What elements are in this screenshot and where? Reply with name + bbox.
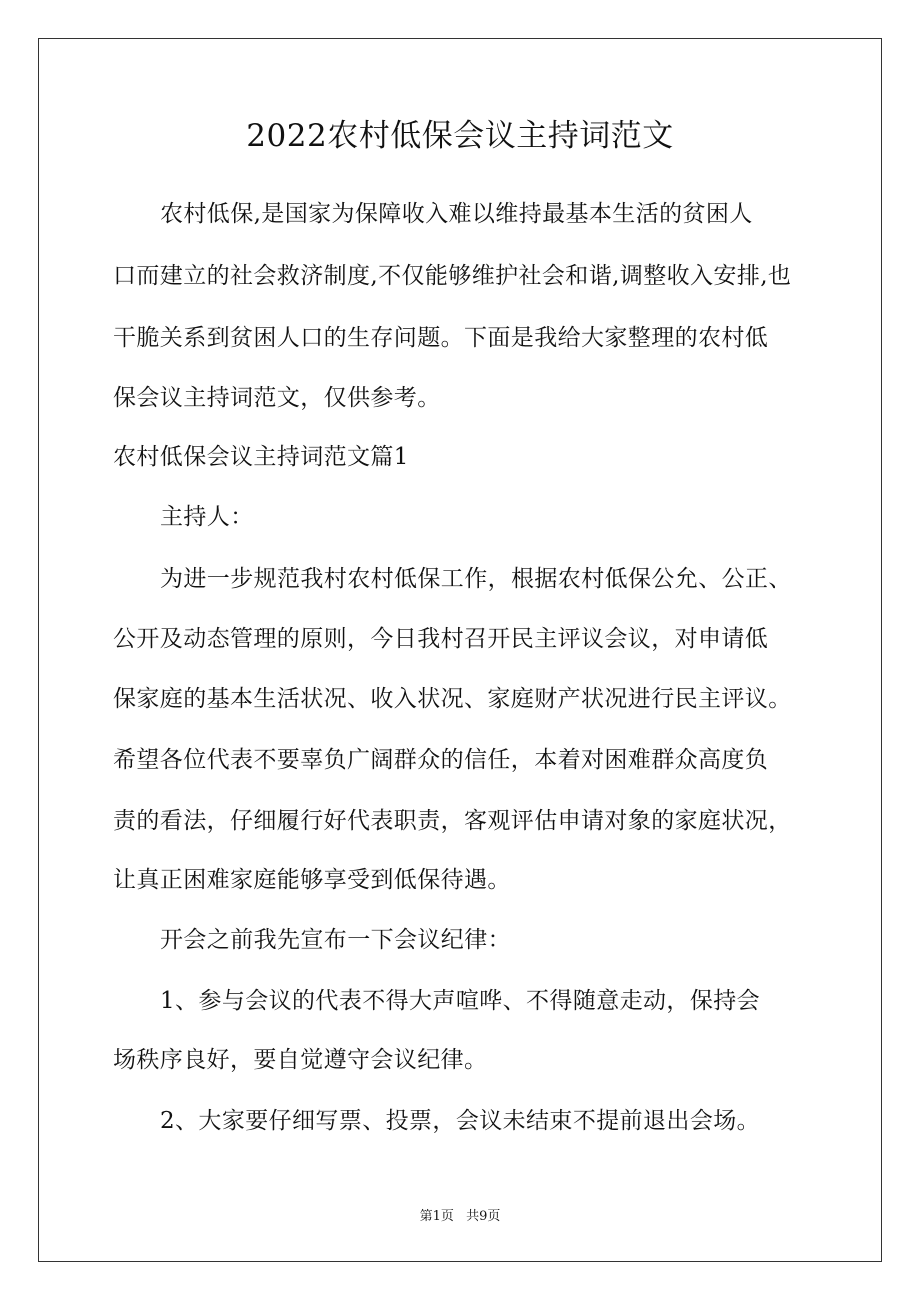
paragraph1-line-4: 希望各位代表不要辜负广阔群众的信任，本着对困难群众高度负 xyxy=(113,747,769,773)
paragraph1-line-5: 责的看法，仔细履行好代表职责，客观评估申请对象的家庭状况， xyxy=(113,808,792,834)
paragraph1-line-2: 公开及动态管理的原则，今日我村召开民主评议会议，对申请低 xyxy=(113,626,769,652)
intro-line-3: 干脆关系到贫困人口的生存问题。下面是我给大家整理的农村低 xyxy=(113,325,769,351)
paragraph1-line-6: 让真正困难家庭能够享受到低保待遇。 xyxy=(113,867,511,893)
page-total: 共9页 xyxy=(466,1209,501,1224)
host-label: 主持人： xyxy=(160,504,254,530)
paragraph1-line-1: 为进一步规范我村农村低保工作，根据农村低保公允、公正、 xyxy=(160,566,792,592)
discipline-intro: 开会之前我先宣布一下会议纪律： xyxy=(160,927,511,953)
page-footer xyxy=(0,1208,920,1226)
rule1-line-1: 1、参与会议的代表不得大声喧哗、不得随意走动，保持会 xyxy=(160,988,761,1014)
page-number: 第1页 xyxy=(419,1209,454,1224)
document-title: 2022农村低保会议主持词范文 xyxy=(246,118,674,154)
rule2-line: 2、大家要仔细写票、投票，会议未结束不提前退出会场。 xyxy=(160,1108,761,1134)
rule1-line-2: 场秩序良好，要自觉遵守会议纪律。 xyxy=(113,1047,488,1073)
intro-line-4: 保会议主持词范文，仅供参考。 xyxy=(113,385,441,411)
intro-line-2: 口而建立的社会救济制度,不仅能够维护社会和谐,调整收入安排,也 xyxy=(113,263,792,289)
paragraph1-line-3: 保家庭的基本生活状况、收入状况、家庭财产状况进行民主评议。 xyxy=(113,686,792,712)
section-heading: 农村低保会议主持词范文篇1 xyxy=(113,444,409,470)
intro-line-1: 农村低保,是国家为保障收入难以维持最基本生活的贫困人 xyxy=(160,201,753,227)
